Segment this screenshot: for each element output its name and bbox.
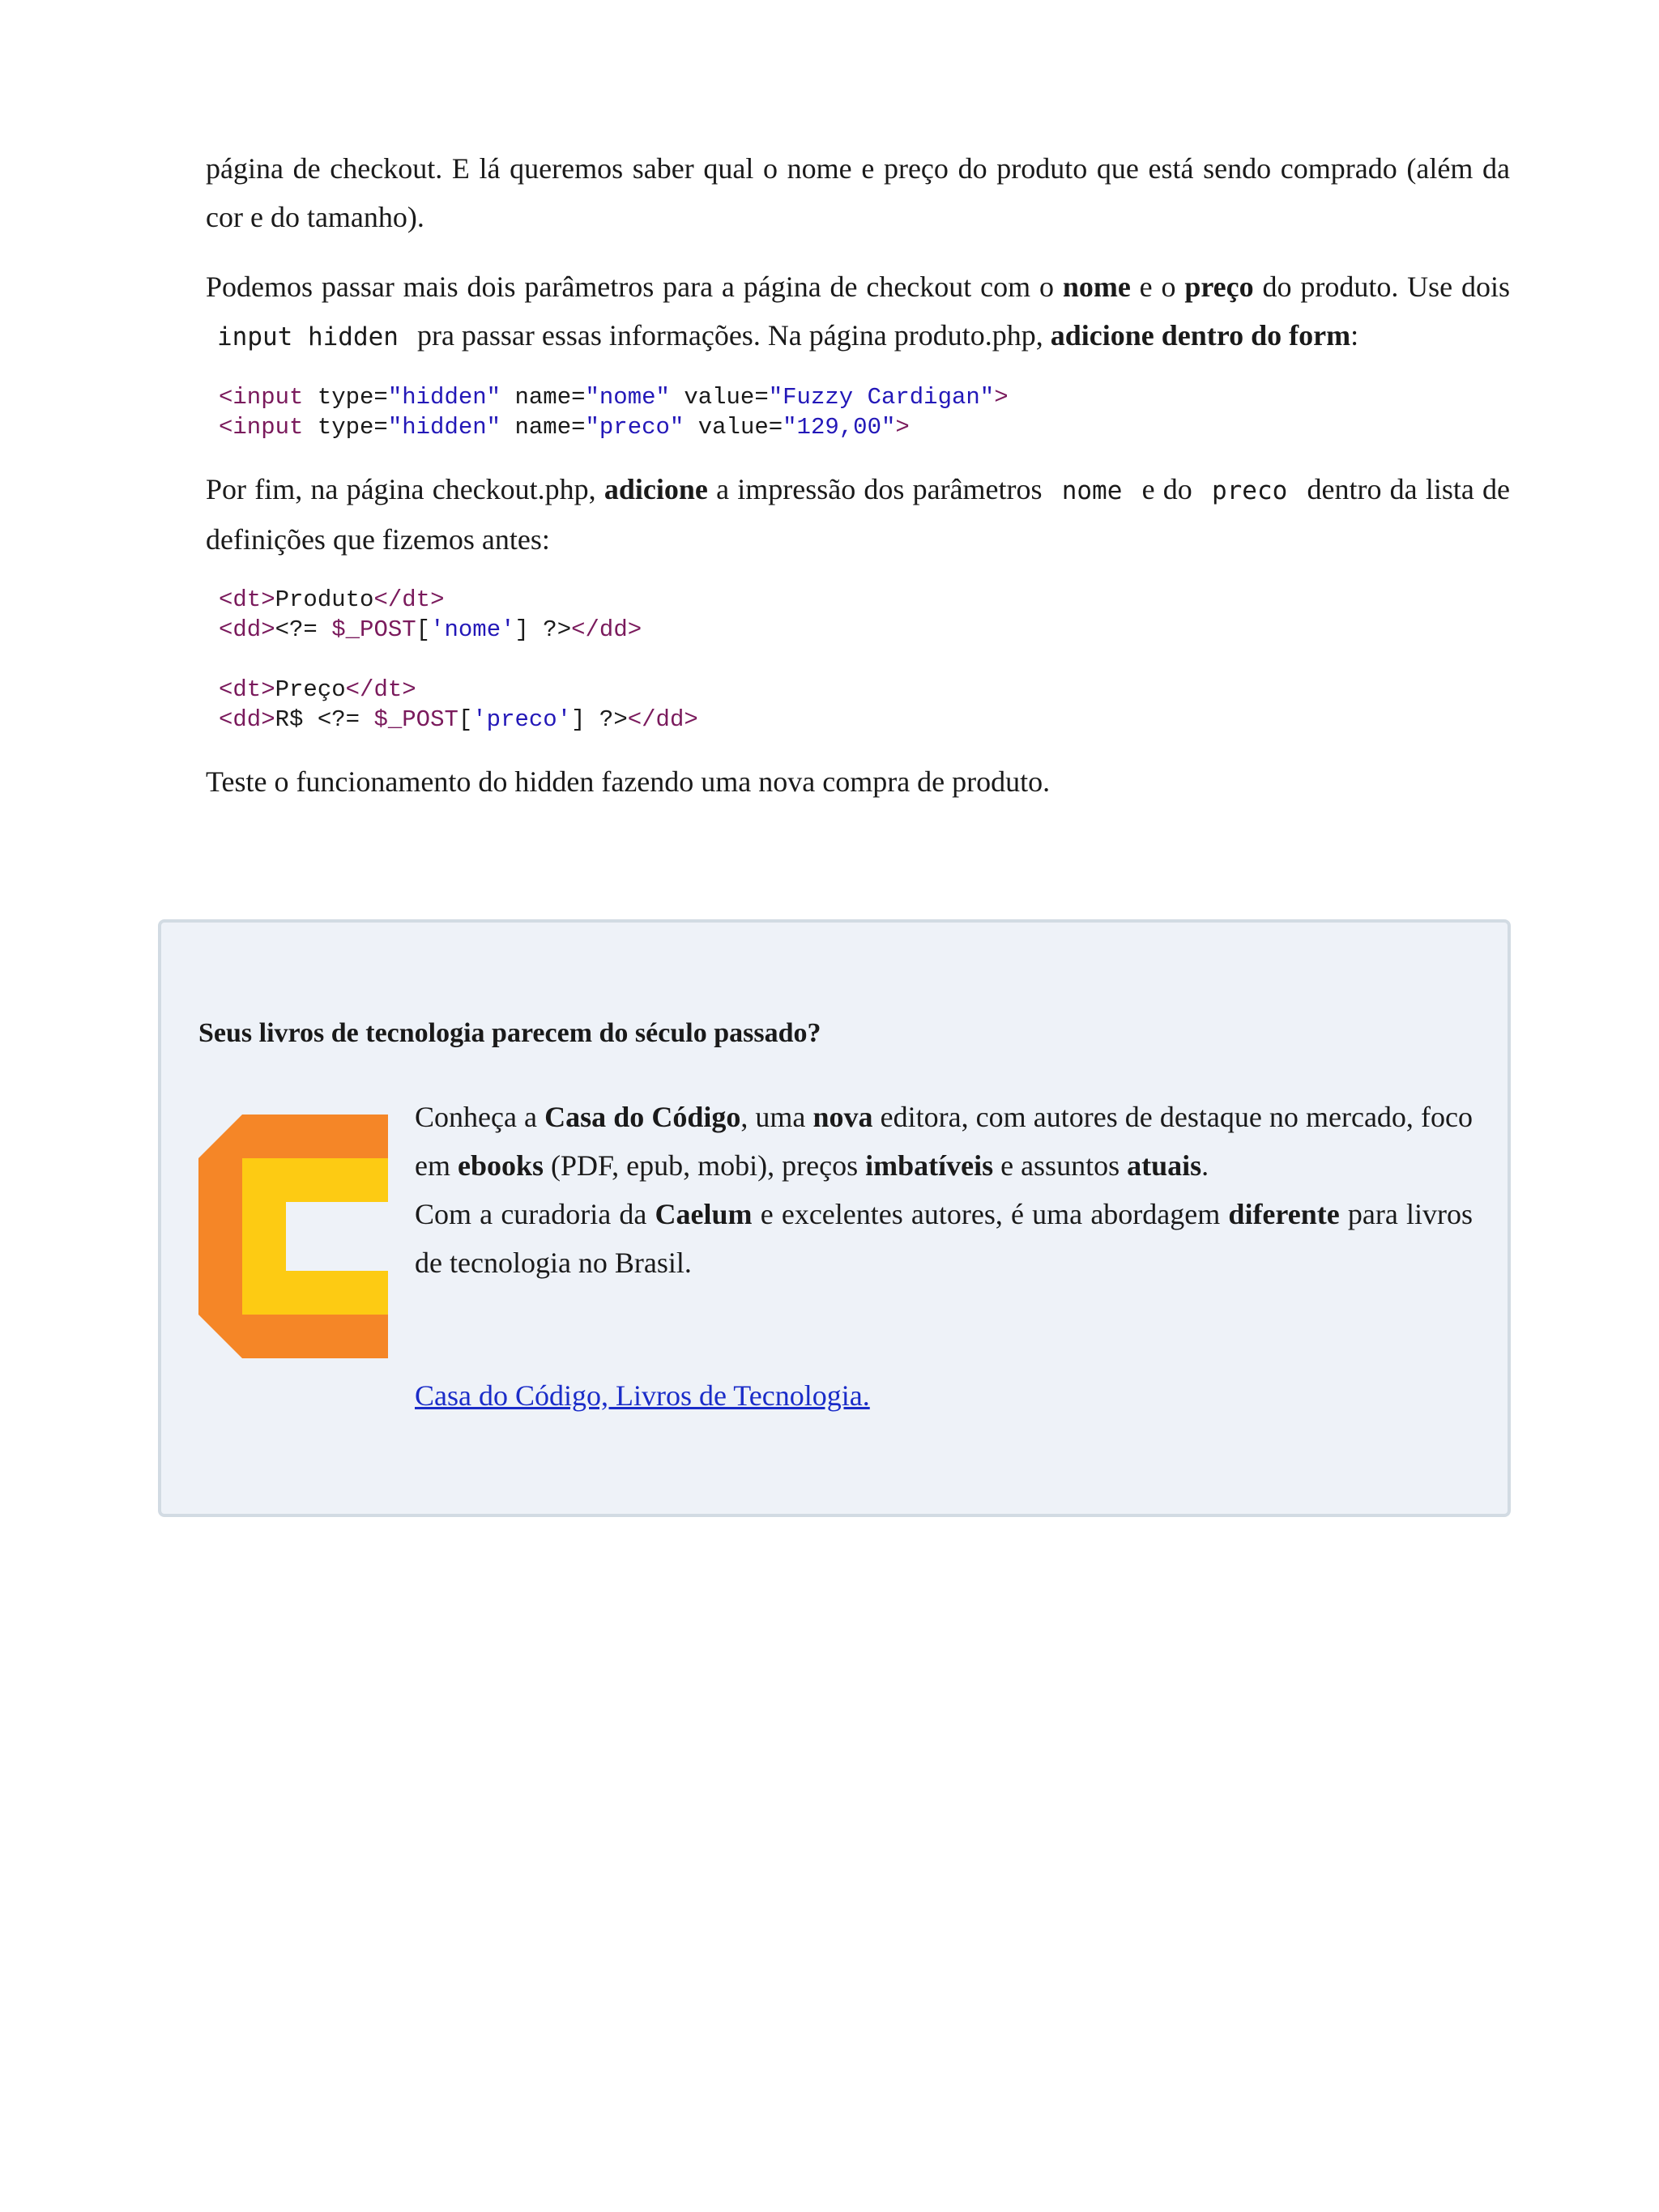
paragraph-parameters bbox=[206, 262, 1510, 361]
code-token: <dt> bbox=[219, 676, 275, 703]
text: do produto. Use dois bbox=[1253, 271, 1511, 303]
code-token: "Fuzzy Cardigan" bbox=[768, 384, 995, 411]
paragraph-test: Teste o funcionamento do hidden fazendo uma nova compra de produto. bbox=[206, 765, 1051, 798]
code-token: ] ?> bbox=[571, 706, 628, 733]
code-token: </dd> bbox=[627, 706, 698, 733]
text: . bbox=[1201, 1149, 1209, 1182]
bold-text: Casa do Código bbox=[544, 1101, 741, 1133]
code-token: "preco" bbox=[585, 414, 684, 441]
code-token: <input bbox=[219, 384, 304, 411]
bold-text: ebooks bbox=[457, 1149, 544, 1182]
promo-title: Seus livros de tecnologia parecem do século passado? bbox=[198, 1018, 821, 1048]
code-token: [ bbox=[416, 616, 431, 643]
code-token: <dt> bbox=[219, 586, 275, 613]
bold-text: diferente bbox=[1228, 1198, 1340, 1230]
code-token: "hidden" bbox=[387, 384, 501, 411]
paragraph-checkout bbox=[206, 465, 1510, 564]
code-token: <dd> bbox=[219, 616, 275, 643]
inline-code-input-hidden: input hidden bbox=[217, 322, 399, 352]
bold-text: Caelum bbox=[655, 1198, 753, 1230]
text: Podemos passar mais dois parâmetros para a página de checkout com o bbox=[206, 271, 1063, 303]
main-content bbox=[206, 144, 1510, 827]
code-token: "129,00" bbox=[783, 414, 896, 441]
inline-code-preco: preco bbox=[1211, 476, 1288, 505]
code-token: 'preco' bbox=[472, 706, 572, 733]
text: e do bbox=[1133, 473, 1201, 505]
logo-cutout bbox=[286, 1202, 388, 1271]
text: Conheça a bbox=[415, 1101, 545, 1133]
code-token: > bbox=[994, 384, 1009, 411]
code-token: <input bbox=[219, 414, 304, 441]
code-token: name= bbox=[501, 384, 586, 411]
promo-line-2 bbox=[415, 1190, 1473, 1287]
text: Por fim, na página checkout.php, bbox=[206, 473, 604, 505]
code-token: value= bbox=[684, 414, 783, 441]
code-token: ] ?> bbox=[514, 616, 572, 643]
code-token: name= bbox=[501, 414, 586, 441]
code-token: "hidden" bbox=[387, 414, 501, 441]
bold-text: nova bbox=[812, 1101, 873, 1133]
code-token: type= bbox=[303, 414, 388, 441]
bold-preco: preço bbox=[1184, 271, 1254, 303]
text: (PDF, epub, mobi), preços bbox=[544, 1149, 866, 1182]
code-token: $_POST bbox=[331, 616, 416, 643]
text: e assuntos bbox=[993, 1149, 1128, 1182]
text: , uma bbox=[740, 1101, 813, 1133]
code-token: [ bbox=[458, 706, 473, 733]
code-token: R$ <?= bbox=[275, 706, 374, 733]
promo-description bbox=[415, 1093, 1473, 1287]
inline-code-nome: nome bbox=[1061, 476, 1123, 505]
text: pra passar essas informações. Na página produto.php, bbox=[409, 319, 1051, 352]
bold-adicione: adicione bbox=[603, 473, 708, 505]
code-block-definitions bbox=[219, 585, 1510, 735]
code-token: <dd> bbox=[219, 706, 275, 733]
code-token: <?= bbox=[275, 616, 332, 643]
paragraph-intro: página de checkout. E lá queremos saber qual o nome e preço do produto que está sendo comprado (além da cor e do tamanho). bbox=[206, 152, 1510, 233]
text: editora, com autores de destaque no mercado, foco em bbox=[415, 1101, 1473, 1182]
code-block-inputs bbox=[219, 382, 1510, 442]
promo-line-1 bbox=[415, 1093, 1473, 1190]
promo-box bbox=[158, 919, 1511, 1517]
bold-text: atuais bbox=[1127, 1149, 1202, 1182]
casa-do-codigo-link[interactable]: Casa do Código, Livros de Tecnologia. bbox=[415, 1379, 870, 1412]
text: Com a curadoria da bbox=[415, 1198, 655, 1230]
text: e o bbox=[1130, 271, 1185, 303]
code-token: "nome" bbox=[585, 384, 670, 411]
text: a impressão dos parâmetros bbox=[707, 473, 1051, 505]
bold-text: imbatíveis bbox=[865, 1149, 994, 1182]
code-token: 'nome' bbox=[430, 616, 515, 643]
text: para livros de tecnologia no Brasil. bbox=[415, 1198, 1473, 1279]
bold-nome: nome bbox=[1062, 271, 1131, 303]
bold-instruction: adicione dentro do form bbox=[1050, 319, 1351, 352]
text: e excelentes autores, é uma abordagem bbox=[752, 1198, 1229, 1230]
code-token: </dd> bbox=[571, 616, 642, 643]
casa-do-codigo-logo-icon bbox=[198, 1115, 388, 1358]
code-token: </dt> bbox=[345, 676, 416, 703]
text: : bbox=[1350, 319, 1359, 352]
code-token: > bbox=[895, 414, 910, 441]
code-token: value= bbox=[669, 384, 769, 411]
code-token: Produto bbox=[275, 586, 374, 613]
code-token: type= bbox=[303, 384, 388, 411]
text: dentro da lista de definições que fizemos antes: bbox=[206, 473, 1510, 556]
code-token: </dt> bbox=[373, 586, 445, 613]
code-token: Preço bbox=[275, 676, 346, 703]
code-token: $_POST bbox=[373, 706, 458, 733]
